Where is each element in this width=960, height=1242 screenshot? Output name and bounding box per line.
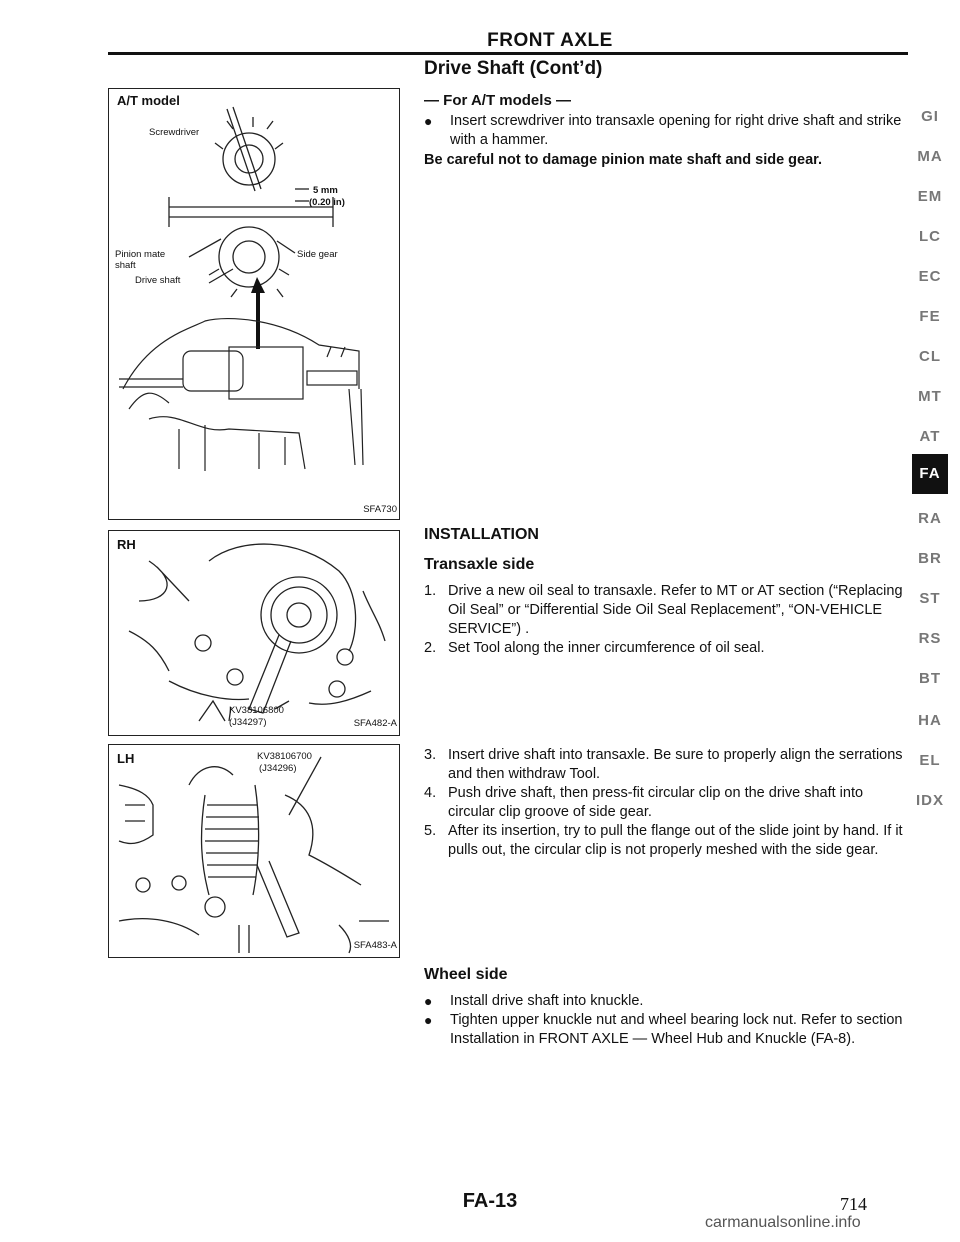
side-tab-cl: CL xyxy=(919,348,941,365)
step-number: 4. xyxy=(424,785,437,801)
lh-illustration xyxy=(109,745,399,957)
list-item-text: Install drive shaft into knuckle. xyxy=(450,993,644,1009)
list-item xyxy=(424,992,908,1011)
figure-label: LH xyxy=(117,751,135,766)
callout-pinion-mate: Pinion mate xyxy=(115,249,166,260)
side-tab-gi: GI xyxy=(921,108,939,125)
step-number: 1. xyxy=(424,583,437,599)
side-tab-rs: RS xyxy=(918,630,942,647)
step-text: Set Tool along the inner circumference of oil seal. xyxy=(448,640,765,656)
side-tab-el: EL xyxy=(919,752,941,769)
step-text: After its insertion, try to pull the flange out of the slide joint by hand. If it pulls out, the circular clip is not properly meshed with the side gear. xyxy=(448,823,903,858)
step-number: 3. xyxy=(424,747,437,763)
at-models-caution: Be careful not to damage pinion mate shaft and side gear. xyxy=(424,152,823,168)
side-tab-ha: HA xyxy=(918,712,942,729)
step-item xyxy=(424,746,908,784)
callout-dimension-in: (0.20 in) xyxy=(309,197,345,208)
side-tab-at: AT xyxy=(919,428,941,445)
at-models-heading: — For A/T models — xyxy=(424,92,571,109)
side-tab-st: ST xyxy=(919,590,941,607)
figure-at-model xyxy=(108,88,400,520)
callout-tool-alt: (J34297) xyxy=(229,717,267,728)
side-tab-mt: MT xyxy=(918,388,942,405)
side-tab-ma: MA xyxy=(917,148,943,165)
callout-drive-shaft: Drive shaft xyxy=(135,275,181,286)
wheel-side-list xyxy=(424,992,908,1049)
callout-tool-alt: (J34296) xyxy=(259,763,297,774)
side-tab-em: EM xyxy=(917,188,943,205)
side-tab-ra: RA xyxy=(918,510,942,527)
callout-tool: KV38106800 xyxy=(229,705,284,716)
transaxle-steps-3-5 xyxy=(424,746,908,860)
section-title: Drive Shaft (Cont’d) xyxy=(424,58,603,79)
at-models-bullet xyxy=(424,112,904,150)
side-tab-ec: EC xyxy=(918,268,942,285)
callout-side-gear: Side gear xyxy=(297,249,338,260)
figure-lh xyxy=(108,744,400,958)
step-number: 5. xyxy=(424,823,437,839)
side-tab-idx: IDX xyxy=(915,792,944,809)
figure-code: SFA482-A xyxy=(353,718,397,729)
side-tab-bt: BT xyxy=(919,670,941,687)
step-text: Insert drive shaft into transaxle. Be sure to properly align the serrations and then withdraw Tool. xyxy=(448,747,903,782)
transaxle-steps-1-2 xyxy=(424,582,908,658)
figure-label: RH xyxy=(117,537,136,552)
step-text: Drive a new oil seal to transaxle. Refer to MT or AT section (“Replacing Oil Seal” or “Differential Side Oil Seal Replacement”, “ON-VEHICLE SERVICE”) . xyxy=(448,583,903,637)
page-number-label: FA-13 xyxy=(462,1190,518,1212)
page-sequence-number: 714 xyxy=(840,1194,867,1214)
step-number: 2. xyxy=(424,640,437,656)
at-model-illustration xyxy=(109,89,399,519)
side-tab-br: BR xyxy=(918,550,942,567)
page-header-title: FRONT AXLE xyxy=(487,30,613,51)
callout-tool: KV38106700 xyxy=(257,751,312,762)
list-item xyxy=(424,1011,908,1049)
figure-label: A/T model xyxy=(117,93,180,108)
callout-screwdriver: Screwdriver xyxy=(149,127,200,138)
side-tab-lc: LC xyxy=(919,228,941,245)
installation-heading: INSTALLATION xyxy=(424,526,539,543)
bullet-icon: ● xyxy=(424,113,433,129)
step-text: Push drive shaft, then press-fit circular clip on the drive shaft into circular clip groove of side gear. xyxy=(448,785,864,820)
bullet-icon: ● xyxy=(424,993,433,1009)
list-item-text: Tighten upper knuckle nut and wheel bearing lock nut. Refer to section Installation in FRONT AXLE — Wheel Hub and Knuckle (FA-8). xyxy=(450,1012,903,1047)
step-item xyxy=(424,582,908,639)
callout-pinion-shaft: shaft xyxy=(115,260,136,271)
figure-code: SFA483-A xyxy=(353,940,397,951)
at-models-bullet-text: Insert screwdriver into transaxle opening for right drive shaft and strike with a hammer. xyxy=(450,113,902,148)
figure-rh xyxy=(108,530,400,736)
side-tab-fe: FE xyxy=(919,308,941,325)
callout-dimension-mm: 5 mm xyxy=(313,185,338,196)
bullet-icon: ● xyxy=(424,1012,433,1028)
step-item xyxy=(424,784,908,822)
watermark-text: carmanualsonline.info xyxy=(705,1214,861,1231)
wheel-side-heading: Wheel side xyxy=(424,966,508,983)
transaxle-side-heading: Transaxle side xyxy=(424,556,535,573)
figure-code: SFA730 xyxy=(363,504,397,515)
header-divider xyxy=(108,52,908,55)
step-item xyxy=(424,822,908,860)
side-tab-fa: FA xyxy=(912,454,948,494)
step-item xyxy=(424,639,908,658)
